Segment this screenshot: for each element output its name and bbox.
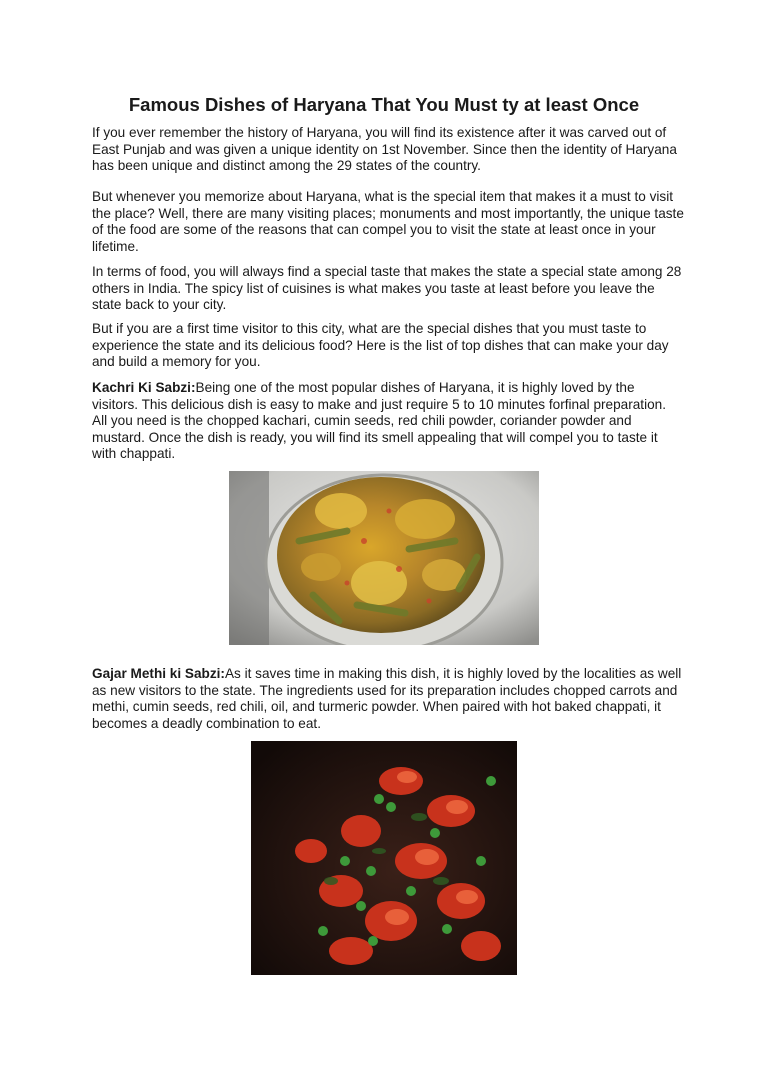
dish-name: Gajar Methi ki Sabzi: <box>92 666 225 681</box>
kachri-sabzi-photo <box>229 471 539 645</box>
dish-name: Kachri Ki Sabzi: <box>92 380 196 395</box>
dish-description: Being one of the most popular dishes of Haryana, it is highly loved by the visitors. This delicious dish is easy to make and just require 5 to 10 minutes forfinal preparation. All you need is the chopped kachari, cumin seeds, red chili powder, coriander powder and mustard. Once the dish is ready, you will find its smell appealing that will compel you to taste it with chappati. <box>92 380 666 462</box>
intro-paragraph-4: But if you are a first time visitor to this city, what are the special dishes that you must taste to experience the state and its delicious food? Here is the list of top dishes that can make your day and build a memory for you. <box>92 321 669 370</box>
intro-paragraph-3: In terms of food, you will always find a special taste that makes the state a special state among 28 others in India. The spicy list of cuisines is what makes you taste at least before you leave the state back to your city. <box>92 264 682 313</box>
dish-entry-kachri <box>92 380 684 463</box>
gajar-methi-sabzi-image <box>251 741 517 975</box>
gajar-methi-sabzi-photo <box>251 741 517 975</box>
intro-paragraph-2: But whenever you memorize about Haryana, what is the special item that makes it a must to visit the place? Well, there are many visiting places; monuments and most importantly, the unique taste of the food are some of the reasons that can compel you to visit the state at least once in your lifetime. <box>92 189 684 254</box>
page-title: Famous Dishes of Haryana That You Must ty at least Once <box>128 94 640 115</box>
dish-description: As it saves time in making this dish, it is highly loved by the localities as well as new visitors to the state. The ingredients used for its preparation includes chopped carrots and methi, cumin seeds, red chili, oil, and turmeric powder. When paired with hot baked chappati, it becomes a deadly combination to eat. <box>92 666 682 731</box>
dish-entry-gajar-methi <box>92 666 684 732</box>
kachri-sabzi-image <box>229 471 539 645</box>
intro-paragraph-1: If you ever remember the history of Haryana, you will find its existence after it was carved out of East Punjab and was given a unique identity on 1st November. Since then the identity of Haryana has been unique and distinct among the 29 states of the country. <box>92 125 677 174</box>
